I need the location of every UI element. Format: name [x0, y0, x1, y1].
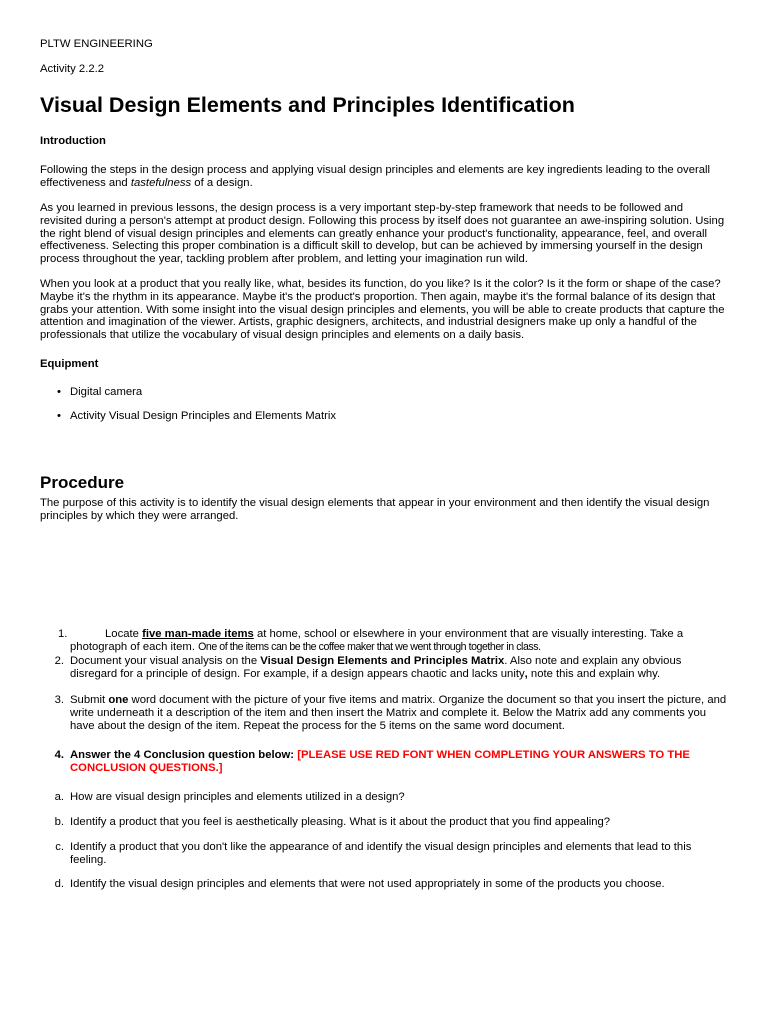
step-number: 1.: [58, 628, 68, 640]
step1-note: One of the items can be the coffee maker that we went through together in class.: [198, 640, 541, 653]
procedure-step-4: [70, 749, 730, 775]
question-letter: b.: [54, 816, 64, 828]
question-letter: d.: [54, 878, 64, 890]
step3-lead: Submit: [70, 694, 109, 706]
step1-emphasis: five man-made items: [142, 628, 254, 640]
step2-matrix-name: Visual Design Elements and Principles Matrix: [260, 655, 505, 667]
conclusion-question: Identify a product that you feel is aesthetically pleasing. What is it about the product that you find appealing?: [70, 816, 611, 828]
conclusion-question: Identify a product that you don't like the appearance of and identify the visual design principles and elements that lead to this feeling.: [70, 841, 692, 866]
step2-rest: . Also note and explain any obvious disregard for a principle of design. For example, if a design appears chaotic and lacks unity: [70, 655, 682, 680]
step-number: 3.: [54, 694, 64, 706]
step4-instruction: Answer the 4 Conclusion question below:: [70, 749, 298, 761]
step2-comma: ,: [524, 667, 528, 680]
conclusion-question: How are visual design principles and elements utilized in a design?: [70, 791, 405, 803]
step1-lead: Locate: [105, 628, 143, 640]
equipment-item: Digital camera: [70, 386, 143, 398]
procedure-step-2: [70, 655, 730, 681]
p1-text-end: of a design.: [191, 176, 253, 189]
bullet-icon: •: [57, 386, 61, 398]
equipment-heading: Equipment: [40, 358, 99, 370]
step3-rest: word document with the picture of your five items and matrix. Organize the document so that you insert the picture, and write underneath it a description of the item and then insert the Matrix and complete it. Below the Matrix add any comments you have about the design of the item. Repeat the process for the 5 items on the same word document.: [70, 694, 727, 732]
introduction-heading: Introduction: [40, 135, 106, 147]
p1-text-start: Following the steps in the design process and applying visual design principles and elements are key ingredients leading to the overall effectiveness and: [40, 164, 711, 189]
question-letter: c.: [55, 841, 64, 853]
introduction-paragraph-1: [40, 164, 728, 190]
step4-red-note: [PLEASE USE RED FONT WHEN COMPLETING YOUR ANSWERS TO THE CONCLUSION QUESTIONS.]: [70, 749, 690, 774]
page-title: Visual Design Elements and Principles Identification: [40, 93, 575, 117]
step-number: 2.: [54, 655, 64, 667]
step1-rest: at home, school or elsewhere in your environment that are visually interesting. Take a photograph of each item.: [70, 628, 684, 653]
procedure-heading: Procedure: [40, 473, 125, 492]
p1-italic-word: tastefulness: [130, 176, 192, 189]
bullet-icon: •: [57, 410, 61, 422]
equipment-item: Activity Visual Design Principles and Elements Matrix: [70, 410, 337, 422]
activity-number: Activity 2.2.2: [40, 63, 105, 75]
step3-emphasis: one: [108, 694, 129, 706]
step2-end: note this and explain why.: [527, 667, 661, 680]
conclusion-question: Identify the visual design principles and elements that were not used appropriately in some of the products you choose.: [70, 878, 665, 890]
procedure-step-3: [70, 694, 730, 732]
procedure-step-1: [70, 628, 730, 654]
procedure-intro: The purpose of this activity is to identify the visual design elements that appear in your environment and then identify the visual design principles by which they were arranged.: [40, 497, 710, 522]
step2-lead: Document your visual analysis on the: [70, 655, 261, 667]
introduction-paragraph-2: As you learned in previous lessons, the design process is a very important step-by-step framework that needs to be followed and revisited during a person's attempt at product design. Following this process by itself does not guarantee an awe-inspiring solution. Using the right blend of visual design principles and elements can greatly enhance your product's functionality, appearance, feel, and overall effectiveness. Selecting this proper combination is a difficult skill to develop, but can be achieved by immersing yourself in the design process throughout the year, tackling problem after problem, and letting your imagination run wild.: [40, 202, 725, 266]
introduction-paragraph-3: When you look at a product that you really like, what, besides its function, do you like? Is it the color? Is it the form or shape of the case? Maybe it's the rhythm in its appearance. Maybe it's the product's proportion. Then again, maybe it's the formal balance of its design that grabs your attention. With some insight into the visual design principles and elements, you will be able to create products that capture the attention and imagination of the viewer. Artists, graphic designers, architects, and industrial designers make up only a handful of the professionals that utilize the vocabulary of visual design principles and elements on a daily basis.: [40, 278, 725, 342]
question-letter: a.: [54, 791, 64, 803]
organization-header: PLTW ENGINEERING: [40, 38, 153, 50]
step-number: 4.: [54, 749, 64, 761]
